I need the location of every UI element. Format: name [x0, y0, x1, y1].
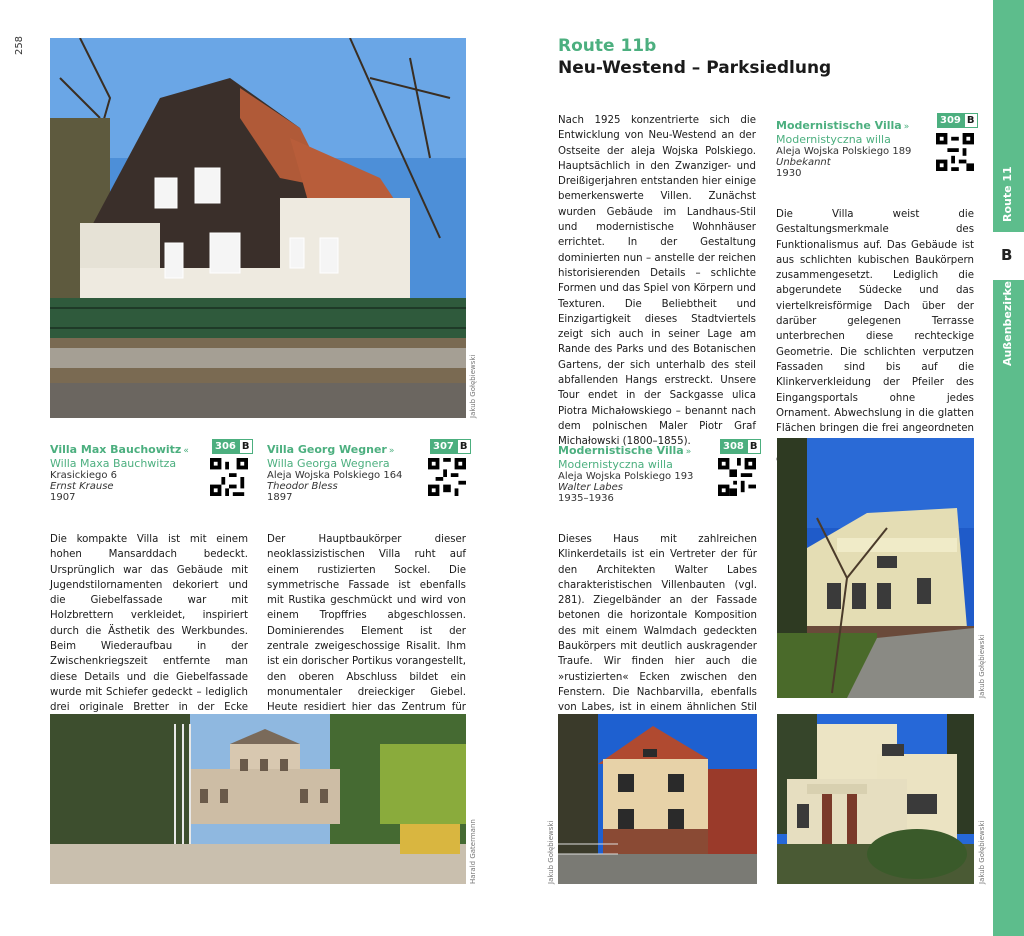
photo-modernist-villa-308 — [558, 714, 757, 884]
entry-architect: Ernst Krause — [50, 481, 114, 492]
badge-letter: B — [457, 439, 471, 454]
sidebar-letter: B — [1001, 246, 1013, 264]
entry-subtitle: Willa Georga Wegnera — [267, 457, 390, 470]
entry-text: Der Hauptbaukörper dieser neoklassizistischen Villa ruht auf einem rustizierten Sockel. Die symmetrische Fassade ist ebenfalls mit Rustika geschmückt und wird von einem Tropffries abgeschlossen. Dominierendes Element ist der zentrale zweigeschossige Risalit. Ihm ist ein dorischer Portikus vorangestellt, den oberen Abschluss bildet ein monumentaler dreieckiger Giebel. Heute residiert hier das Zentrum für — [267, 534, 466, 714]
entry-year: 1935–1936 — [558, 493, 614, 504]
entry-year: 1907 — [50, 492, 76, 503]
entry-text: Dieses Haus mit zahlreichen Klinkerdetails ist ein Vertreter der für den Architekten Walter Labes charakteristischen Villenbauten (vgl. 281). Ziegelbänder an der Fassade betonen die horizontale Komposition des mit einem Walmdach gedeckten Baukörpers mit deutlich auskragender Traufe. Wir finden hier auch die »rustizierten« Ecken zwischen den Fenstern. Die Nachbarvilla, ebenfalls von Labes, ist in einem ähnlichen Stil — [558, 534, 757, 714]
entry-title: Villa Georg Wegner — [267, 443, 387, 456]
route-sidebar — [993, 0, 1024, 936]
entry-text: Die Villa weist die Gestaltungsmerkmale des Funktionalismus auf. Das Gebäude ist aus schlichten kubischen Baukörpern zusammengesetzt. Lediglich die abgerundete Südecke und das viertelkreisförmige Dach über der darüber gelegenen Terrasse unterbrechen diese rechteckige Geometrie. Die schlichten verputzen Fassaden sind bis auf die Klinkerverkleidung der Pfeiler des Eingangsportals ohne jedes Ornament. Abwechslung in die glatten Flächen bringen die frei angeordneten — [776, 209, 974, 435]
photo-modernist-villa-309 — [777, 438, 974, 698]
entry-address: Aleja Wojska Polskiego 164 — [267, 470, 403, 481]
route-title: Neu-Westend – Parksiedlung — [558, 58, 832, 78]
photo-credit: Jakub Gołębiewski — [547, 820, 555, 884]
badge-letter: B — [964, 113, 978, 128]
entry-architect: Theodor Bless — [267, 481, 338, 492]
badge-309 — [937, 113, 978, 128]
entry-subtitle: Modernistyczna willa — [558, 458, 673, 471]
qr-code-icon[interactable] — [210, 458, 248, 496]
chevron-down-icon: » — [388, 446, 395, 456]
route-label: Route 11b — [558, 36, 657, 56]
entry-title: Villa Max Bauchowitz — [50, 443, 182, 456]
photo-credit: Jakub Gołębiewski — [469, 354, 477, 418]
sidebar-district: Außenbezirke — [1001, 281, 1014, 366]
entry-text: Die kompakte Villa ist mit einem hohen Mansarddach bedeckt. Ursprünglich war das Gebäude mit Jugendstilornamenten dekoriert und die Giebelfassade war mit Holzbrettern verkleidet, inspiriert durch die Ästhetik des Werkbundes. Beim Wiederaufbau in der Zwischenkriegszeit entfernte man diese Details und die Giebelfassade wurde mit Schiefer gedeckt – lediglich drei originale Bretter in der Ecke — [50, 534, 248, 714]
chevron-down-icon: » — [903, 122, 910, 132]
entry-address: Krasickiego 6 — [50, 470, 118, 481]
entry-year: 1897 — [267, 492, 293, 503]
photo-credit: Jakub Gołębiewski — [978, 634, 986, 698]
entry-title: Modernistische Villa — [558, 444, 684, 457]
badge-number: 309 — [937, 113, 964, 128]
badge-306 — [212, 439, 253, 454]
qr-code-icon[interactable] — [936, 133, 974, 171]
intro-text: Nach 1925 konzentrierte sich die Entwicklung von Neu-Westend an der Ostseite der aleja Wojska Polskiego. Hauptsächlich in den Zwanziger- und Dreißigerjahren entstanden hier einige bemerkenswerte Villen. Zunächst wurden Gebäude im Landhaus-Stil und modernistische Wohnhäuser errichtet. In der Gestaltung dominierten nun – anstelle der reichen historisierenden Details – schlichte Formen und das Spiel von Körpern und Texturen. Die Beliebtheit und Einzigartigkeit dieses Stadtviertels zeigt sich auch in seiner Lage am Rande des Parks und des Botanischen Gartens, der sich unterhalb des steil abfallenden Hangs erstreckt. Unsere Tour endet in der Sackgasse ulica Piotra Michałowskiego – benannt nach dem polnischen Maler Piotr Graf Michałowski (1800–1855). — [558, 115, 756, 448]
entry-architect: Walter Labes — [558, 482, 624, 493]
entry-title: Modernistische Villa — [776, 119, 902, 132]
chevron-down-icon: » — [685, 447, 692, 457]
badge-number: 306 — [212, 439, 239, 454]
entry-year: 1930 — [776, 168, 802, 179]
photo-credit: Jakub Gołębiewski — [978, 820, 986, 884]
entry-address: Aleja Wojska Polskiego 193 — [558, 471, 694, 482]
qr-code-icon[interactable] — [428, 458, 466, 496]
photo-modernist-villa-309-2 — [777, 714, 974, 884]
badge-307 — [430, 439, 471, 454]
photo-credit: Harald Gatermann — [469, 819, 477, 884]
photo-villa-wegner — [50, 714, 466, 884]
entry-address: Aleja Wojska Polskiego 189 — [776, 146, 912, 157]
badge-letter: B — [239, 439, 253, 454]
badge-308 — [720, 439, 761, 454]
chevron-up-icon: « — [183, 446, 189, 456]
badge-number: 307 — [430, 439, 457, 454]
badge-letter: B — [747, 439, 761, 454]
page-number-left: 258 — [14, 35, 26, 56]
entry-architect: Unbekannt — [776, 157, 831, 168]
badge-number: 308 — [720, 439, 747, 454]
sidebar-route-tab: Route 11 — [1001, 166, 1014, 222]
qr-code-icon[interactable] — [718, 458, 756, 496]
photo-villa-bauchowitz — [50, 38, 466, 418]
entry-subtitle: Willa Maxa Bauchwitza — [50, 457, 177, 470]
entry-subtitle: Modernistyczna willa — [776, 133, 891, 146]
